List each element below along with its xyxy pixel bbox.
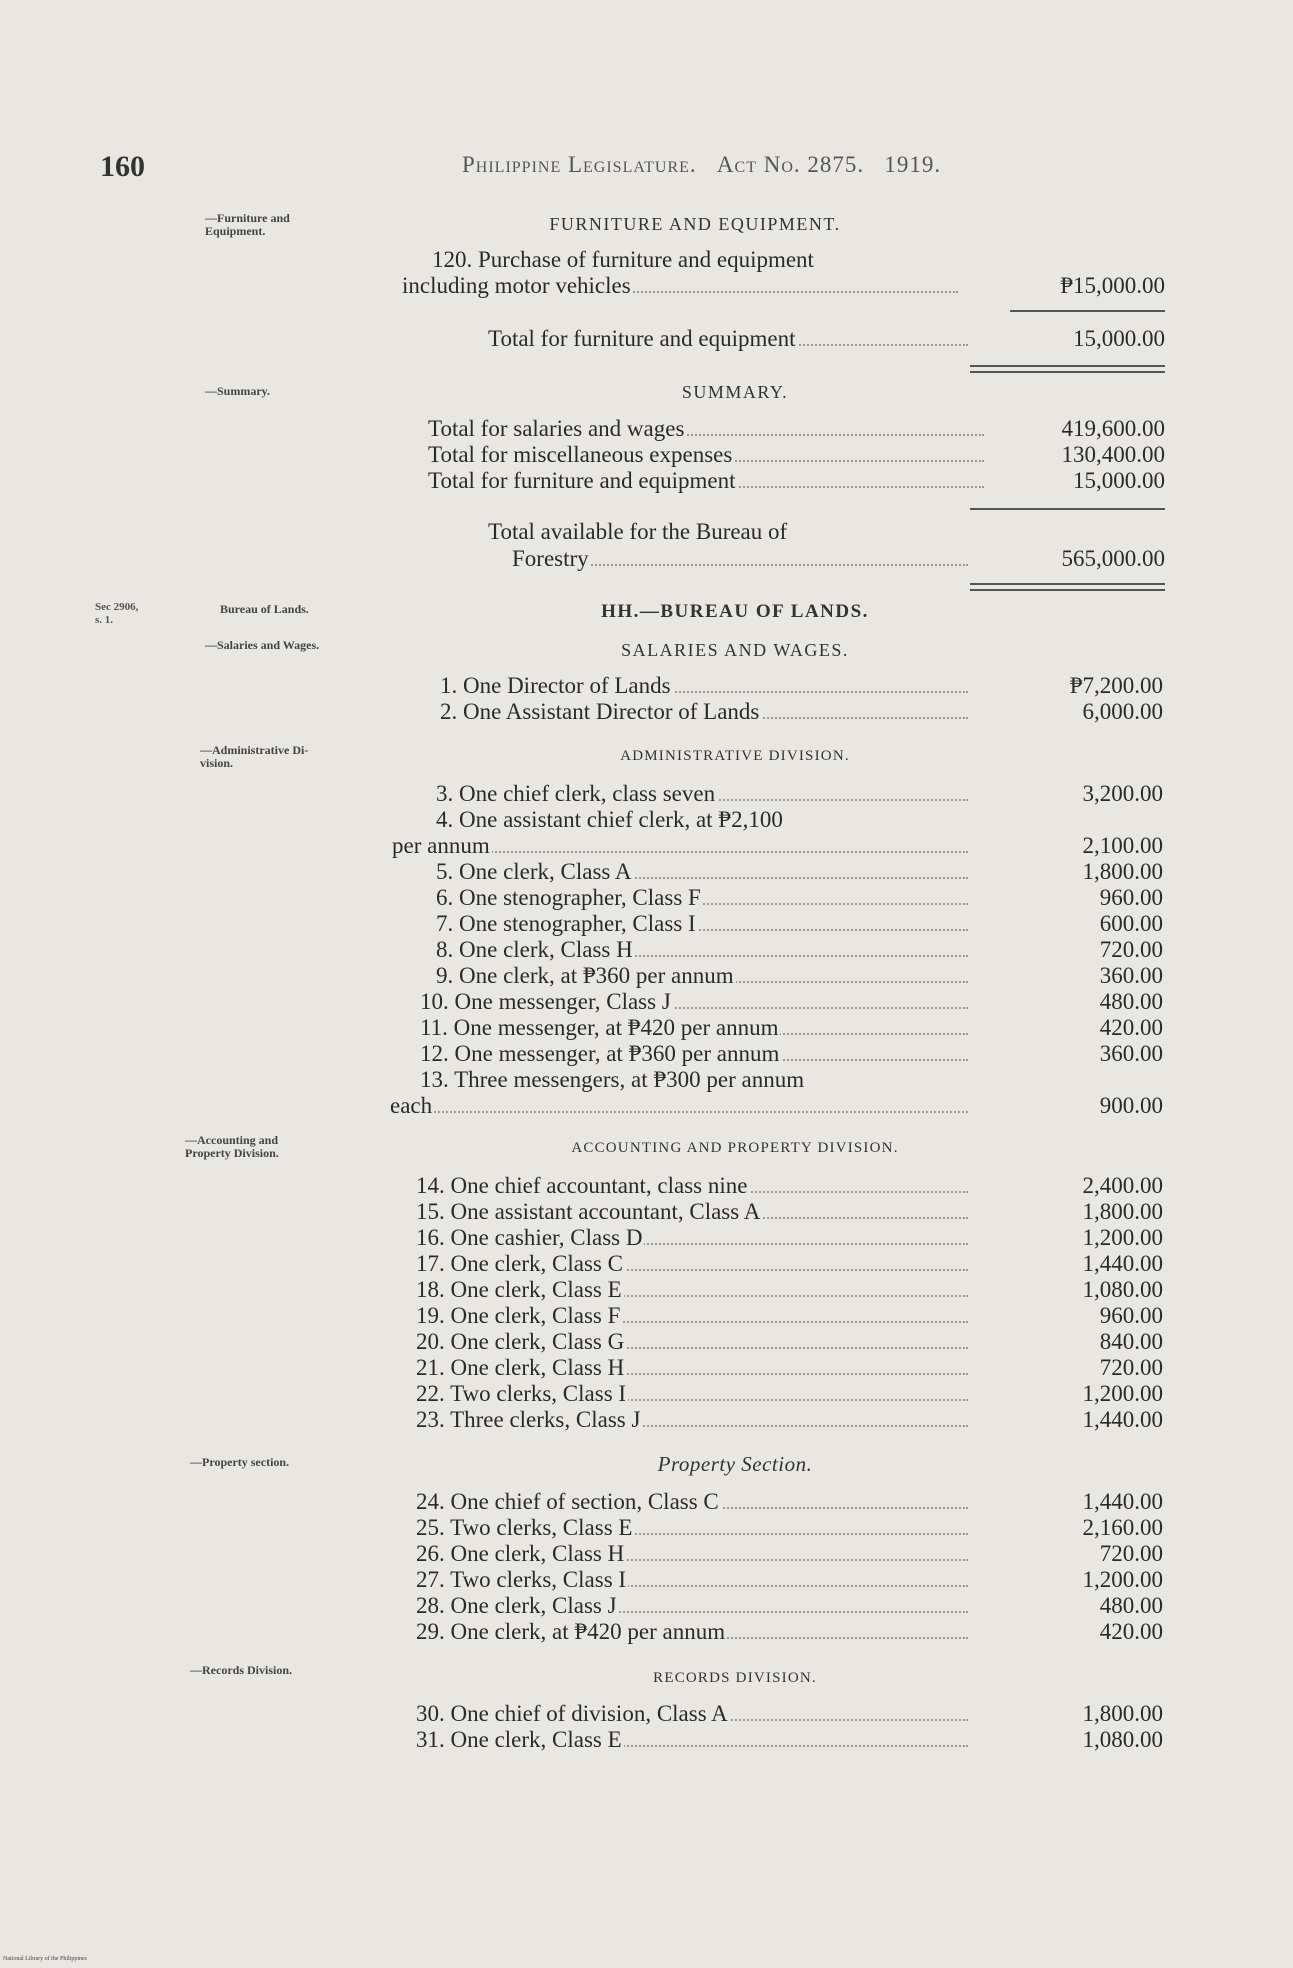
item-label: 12. One messenger, at ₱360 per annum	[420, 1041, 780, 1066]
item-label: 17. One clerk, Class C	[416, 1251, 623, 1276]
page-number: 160	[100, 150, 145, 183]
item-120-line1	[0, 246, 1293, 274]
item-amount: 1,440.00	[1082, 1251, 1163, 1276]
rule	[1010, 310, 1165, 312]
item-row	[0, 832, 1293, 860]
item-amount: 1,200.00	[1082, 1381, 1163, 1406]
item-label: 2. One Assistant Director of Lands	[440, 699, 760, 724]
item-amount: 1,080.00	[1082, 1727, 1163, 1752]
margin-note-salaries: —Salaries and Wages.	[205, 638, 320, 652]
item-label: 3. One chief clerk, class seven	[436, 781, 716, 806]
item-row	[0, 1224, 1293, 1252]
item-amount: 1,200.00	[1082, 1225, 1163, 1250]
heading-bureau-of-lands: HH.—BUREAU OF LANDS.	[601, 601, 869, 622]
item-label: 18. One clerk, Class E	[416, 1277, 622, 1302]
item-row	[0, 1066, 1293, 1094]
item-label: 31. One clerk, Class E	[416, 1727, 622, 1752]
item-120-text-cont: including motor vehicles	[402, 273, 631, 298]
item-label-cont: per annum	[392, 833, 490, 858]
item-label: 28. One clerk, Class J	[416, 1593, 617, 1618]
item-row	[0, 1354, 1293, 1382]
item-label: 1. One Director of Lands	[440, 673, 671, 698]
running-head-title: Philippine Legislature.	[462, 152, 697, 177]
item-label: 8. One clerk, Class H	[436, 937, 633, 962]
item-row	[0, 1040, 1293, 1068]
item-label: 24. One chief of section, Class C	[416, 1489, 719, 1514]
item-label: 15. One assistant accountant, Class A	[416, 1199, 761, 1224]
summary-amount: 15,000.00	[1073, 468, 1165, 493]
item-label: 23. Three clerks, Class J	[416, 1407, 641, 1432]
item-amount: 360.00	[1099, 1041, 1163, 1066]
item-amount: 480.00	[1099, 989, 1163, 1014]
item-row	[0, 1250, 1293, 1278]
item-label-cont: each	[390, 1093, 433, 1118]
item-label: 25. Two clerks, Class E	[416, 1515, 633, 1540]
heading-furniture: FURNITURE AND EQUIPMENT.	[549, 214, 841, 234]
available-amount: 565,000.00	[1061, 546, 1165, 571]
item-row	[0, 1092, 1293, 1120]
item-row	[0, 1380, 1293, 1408]
summary-amount: 130,400.00	[1061, 442, 1165, 467]
item-amount: 1,800.00	[1082, 1199, 1163, 1224]
furniture-total-label: Total for furniture and equipment	[488, 326, 796, 351]
item-label: 26. One clerk, Class H	[416, 1541, 625, 1566]
double-rule	[970, 583, 1165, 591]
running-head-year: 1919.	[884, 152, 942, 177]
running-head-act: Act No. 2875.	[716, 152, 865, 177]
item-label: 14. One chief accountant, class nine	[416, 1173, 748, 1198]
item-amount: 2,100.00	[1082, 833, 1163, 858]
summary-row	[0, 467, 1293, 495]
item-amount: ₱7,200.00	[1069, 673, 1163, 698]
item-amount: 1,080.00	[1082, 1277, 1163, 1302]
margin-note-admin: —Administrative Di- vision.	[200, 743, 309, 770]
heading-summary: SUMMARY.	[681, 382, 789, 402]
item-label: 13. Three messengers, at ₱300 per annum	[420, 1067, 805, 1092]
margin-note-summary: —Summary.	[205, 384, 271, 398]
margin-note-section-ref: Sec 2906, s. 1.	[95, 601, 139, 626]
item-row	[0, 780, 1293, 808]
item-amount: 720.00	[1099, 1541, 1163, 1566]
item-row	[0, 910, 1293, 938]
item-row	[0, 1488, 1293, 1516]
heading-admin-division: ADMINISTRATIVE DIVISION.	[620, 748, 850, 764]
available-row-line2	[0, 545, 1293, 573]
item-amount: 600.00	[1099, 911, 1163, 936]
margin-note-records: —Records Division.	[190, 1663, 292, 1677]
item-row	[0, 1592, 1293, 1620]
margin-note-property: —Property section.	[190, 1455, 290, 1469]
item-row	[0, 988, 1293, 1016]
item-amount: 480.00	[1099, 1593, 1163, 1618]
margin-note-furniture: —Furniture and Equipment.	[205, 211, 290, 238]
item-amount: 720.00	[1099, 937, 1163, 962]
item-label: 9. One clerk, at ₱360 per annum	[436, 963, 734, 988]
scan-footer: National Library of the Philippines	[3, 1956, 87, 1962]
item-row	[0, 962, 1293, 990]
item-label: 29. One clerk, at ₱420 per annum	[416, 1619, 726, 1644]
summary-row	[0, 415, 1293, 443]
item-row	[0, 672, 1293, 700]
item-label: 4. One assistant chief clerk, at ₱2,100	[436, 807, 783, 832]
item-amount: 1,800.00	[1082, 859, 1163, 884]
item-row	[0, 698, 1293, 726]
heading-property-section: Property Section.	[657, 1452, 813, 1476]
item-row	[0, 936, 1293, 964]
item-row	[0, 858, 1293, 886]
double-rule	[970, 365, 1165, 373]
summary-label: Total for salaries and wages	[428, 416, 685, 441]
item-amount: 720.00	[1099, 1355, 1163, 1380]
item-row	[0, 1172, 1293, 1200]
available-row-line1	[0, 518, 1293, 546]
item-row	[0, 1302, 1293, 1330]
margin-note-bureau: Bureau of Lands.	[220, 602, 309, 616]
available-label: Total available for the Bureau of	[488, 519, 788, 544]
item-label: 6. One stenographer, Class F	[436, 885, 701, 910]
summary-row	[0, 441, 1293, 469]
item-120-text: 120. Purchase of furniture and equipment	[432, 247, 814, 272]
rule	[970, 508, 1165, 510]
item-amount: 3,200.00	[1082, 781, 1163, 806]
item-row	[0, 1726, 1293, 1754]
item-120-amount: ₱15,000.00	[1060, 273, 1165, 298]
item-row	[0, 1276, 1293, 1304]
item-row	[0, 1566, 1293, 1594]
furniture-total-row	[0, 325, 1293, 353]
item-row	[0, 1540, 1293, 1568]
item-amount: 420.00	[1099, 1015, 1163, 1040]
item-label: 5. One clerk, Class A	[436, 859, 632, 884]
running-head	[462, 152, 941, 178]
item-label: 22. Two clerks, Class I	[416, 1381, 627, 1406]
item-label: 16. One cashier, Class D	[416, 1225, 643, 1250]
item-amount: 960.00	[1099, 885, 1163, 910]
item-amount: 1,200.00	[1082, 1567, 1163, 1592]
item-amount: 1,440.00	[1082, 1407, 1163, 1432]
summary-amount: 419,600.00	[1061, 416, 1165, 441]
summary-label: Total for furniture and equipment	[428, 468, 736, 493]
heading-accounting-division: ACCOUNTING AND PROPERTY DIVISION.	[571, 1140, 899, 1156]
item-row	[0, 884, 1293, 912]
item-amount: 1,440.00	[1082, 1489, 1163, 1514]
furniture-total-amount: 15,000.00	[1073, 326, 1165, 351]
item-row	[0, 1328, 1293, 1356]
item-row	[0, 1514, 1293, 1542]
available-label-cont: Forestry	[512, 546, 589, 571]
margin-note-accounting: —Accounting and Property Division.	[185, 1133, 279, 1160]
item-amount: 360.00	[1099, 963, 1163, 988]
item-120-line2	[0, 272, 1293, 300]
item-label: 19. One clerk, Class F	[416, 1303, 621, 1328]
item-label: 20. One clerk, Class G	[416, 1329, 625, 1354]
item-row	[0, 1700, 1293, 1728]
item-row	[0, 806, 1293, 834]
heading-salaries: SALARIES AND WAGES.	[621, 640, 849, 660]
item-amount: 2,160.00	[1082, 1515, 1163, 1540]
item-amount: 2,400.00	[1082, 1173, 1163, 1198]
item-label: 30. One chief of division, Class A	[416, 1701, 728, 1726]
heading-records-division: RECORDS DIVISION.	[653, 1670, 817, 1686]
item-label: 11. One messenger, at ₱420 per annum	[420, 1015, 779, 1040]
item-amount: 900.00	[1099, 1093, 1163, 1118]
item-label: 21. One clerk, Class H	[416, 1355, 625, 1380]
summary-label: Total for miscellaneous expenses	[428, 442, 733, 467]
item-row	[0, 1618, 1293, 1646]
item-label: 27. Two clerks, Class I	[416, 1567, 627, 1592]
item-amount: 840.00	[1099, 1329, 1163, 1354]
item-amount: 420.00	[1099, 1619, 1163, 1644]
item-row	[0, 1198, 1293, 1226]
item-label: 7. One stenographer, Class I	[436, 911, 696, 936]
item-label: 10. One messenger, Class J	[420, 989, 671, 1014]
item-amount: 1,800.00	[1082, 1701, 1163, 1726]
item-amount: 960.00	[1099, 1303, 1163, 1328]
item-row	[0, 1014, 1293, 1042]
item-row	[0, 1406, 1293, 1434]
item-amount: 6,000.00	[1082, 699, 1163, 724]
